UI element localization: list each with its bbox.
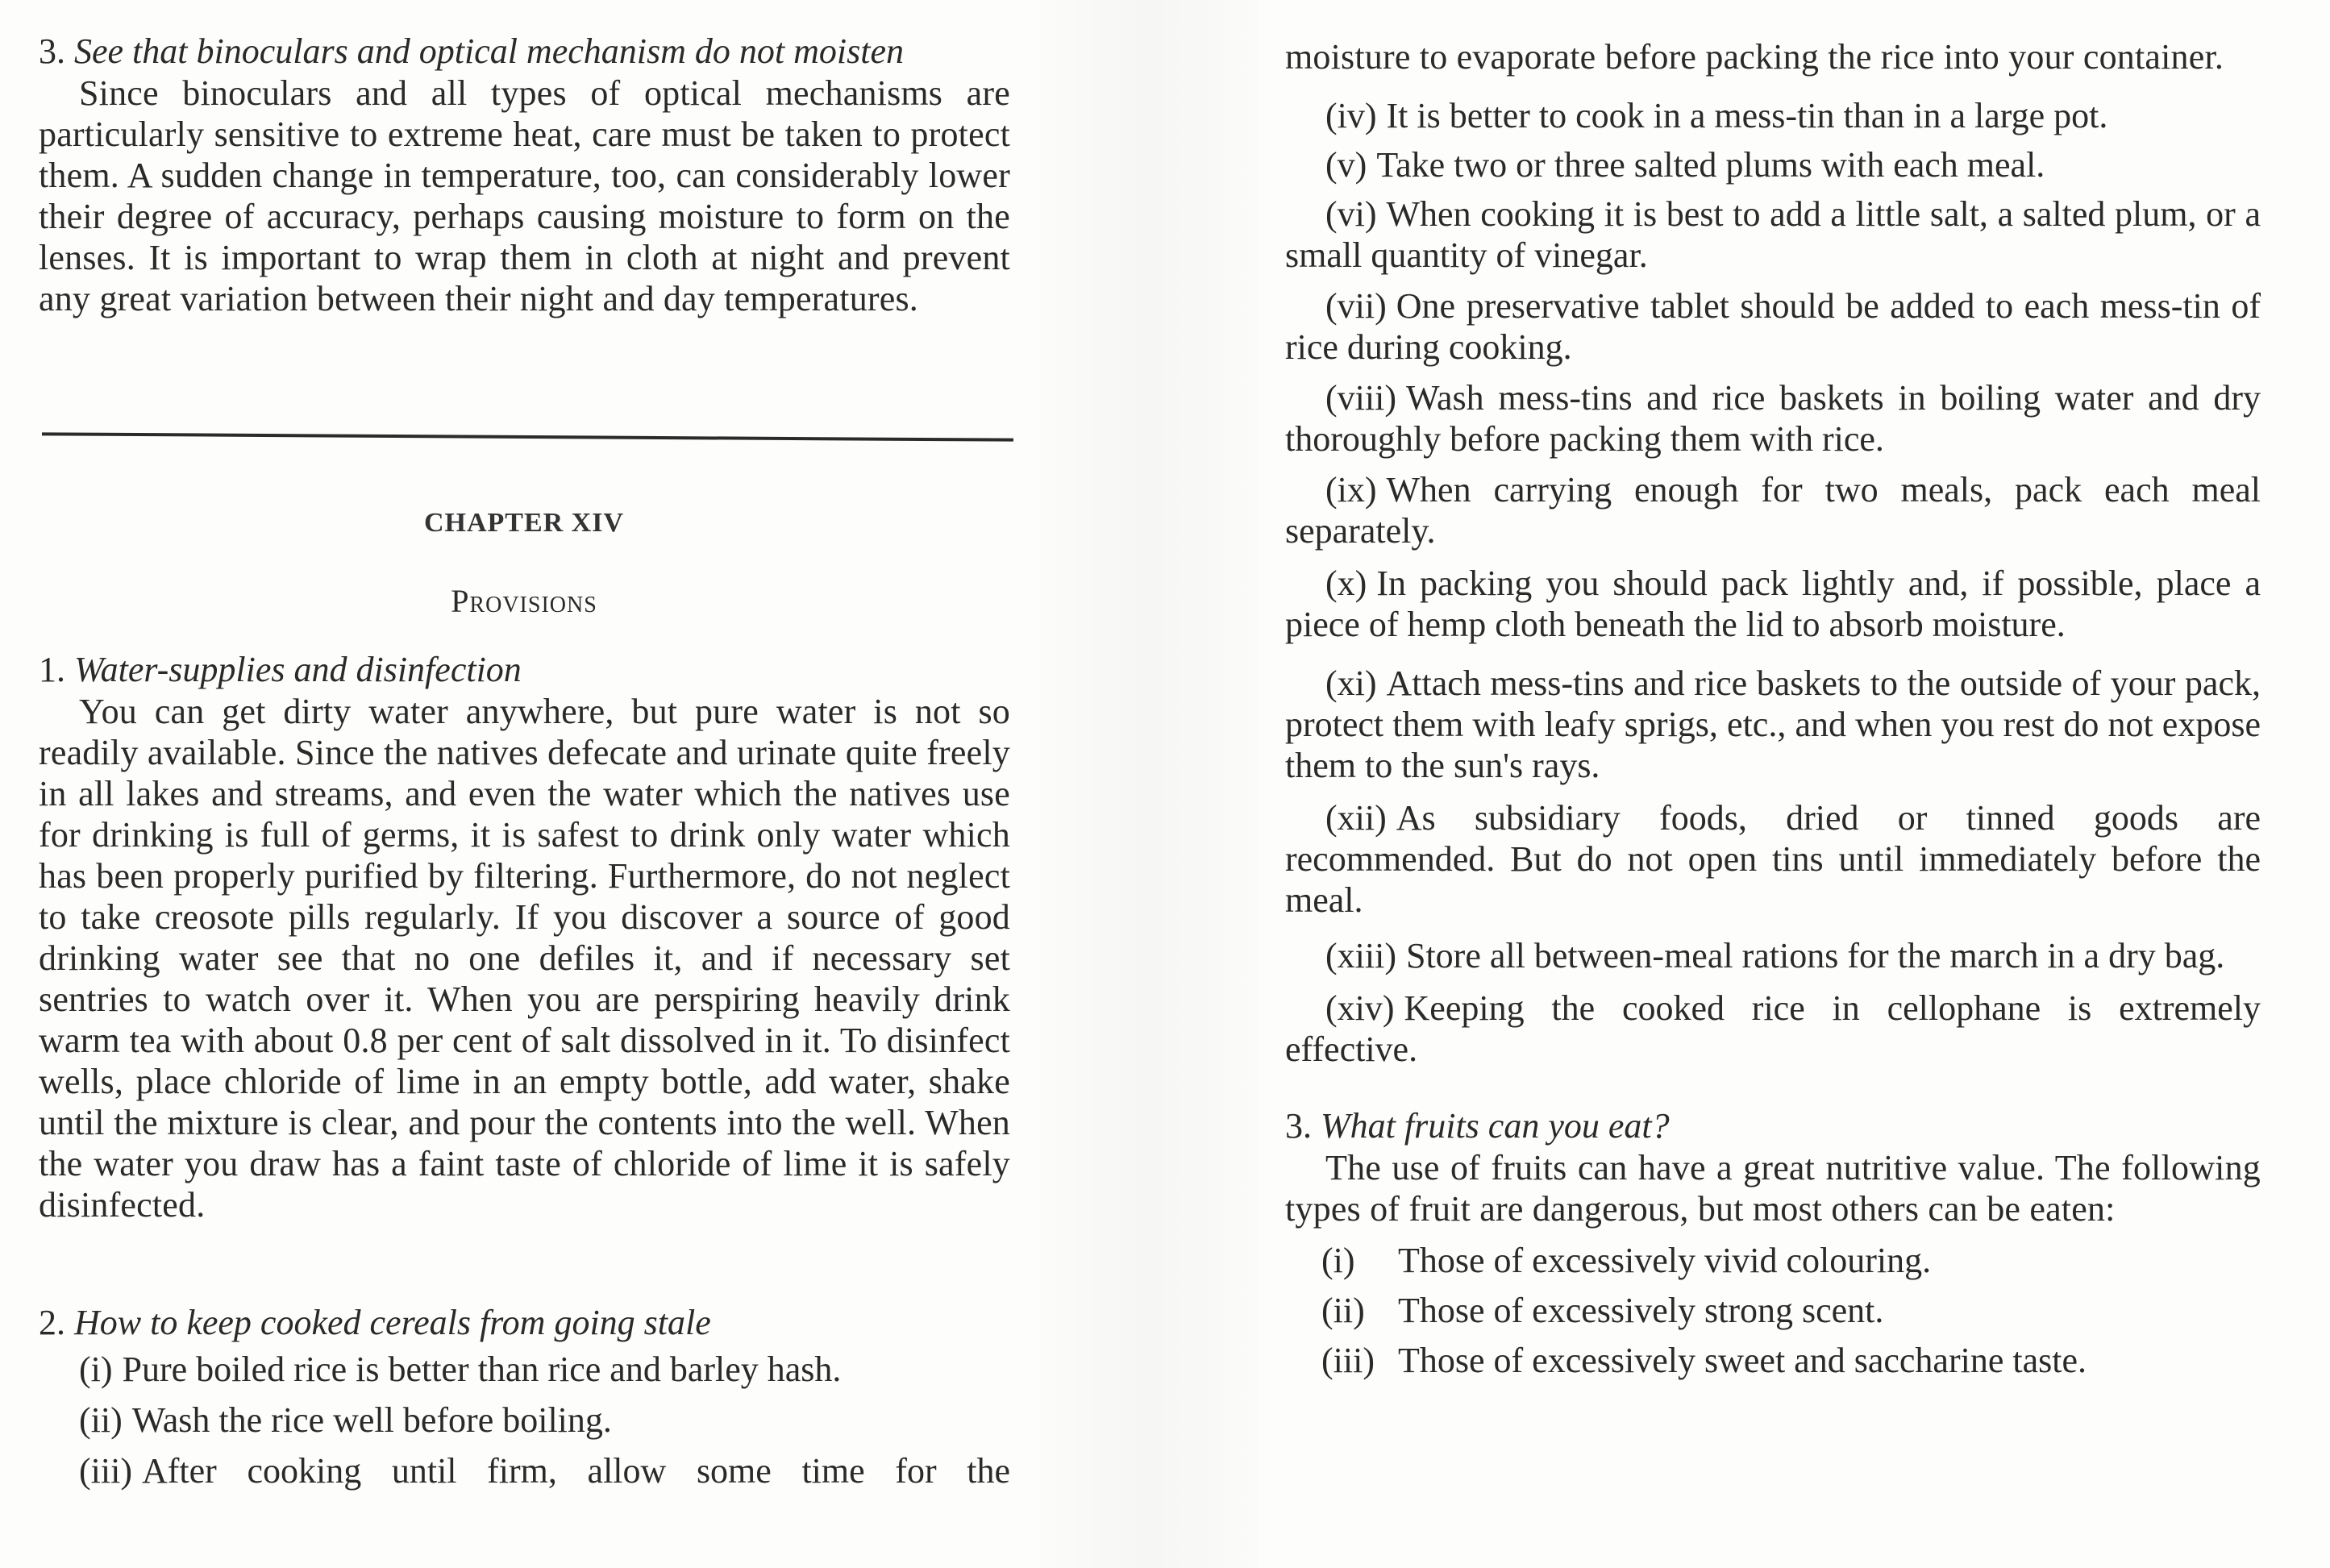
section-body: You can get dirty water anywhere, but pure water is not so readily available. Since the natives defecate and urinate quite freely in all lakes and streams, and even the water which the natives use for drinking is full of germs, it is safest to drink only water which has been properly purified by filtering. Furthermore, do not neglect to take creosote pills regularly. If you discover a source of good drinking water see that no one defiles it, and if necessary set sentries to watch over it. When you are perspiring heavily drink warm tea with about 0.8 per cent of salt dissolved in it. To disinfect wells, place chloride of lime in an empty bottle, add water, shake until the mixture is clear, and pour the contents into the well. When the water you draw has a faint taste of chloride of lime it is safely disinfected. [39, 692, 1010, 1225]
item-text: When carrying enough for two meals, pack each meal separately. [1285, 470, 2261, 551]
item-text: Wash the rice well before boiling. [131, 1400, 612, 1440]
horizontal-rule [42, 432, 1013, 441]
section-title: What fruits can you eat? [1321, 1106, 1670, 1146]
list-item [1285, 563, 2261, 645]
list-item [39, 1400, 1010, 1441]
item-text: Those of excessively sweet and saccharine taste. [1398, 1341, 2087, 1380]
list-item [39, 1450, 1010, 1491]
item-text: Pure boiled rice is better than rice and barley hash. [122, 1350, 842, 1389]
item-text: When cooking it is best to add a little salt, a salted plum, or a small quantity of vinegar. [1285, 194, 2261, 275]
item-label: (ii) [1321, 1291, 1365, 1330]
item-label: (i) [79, 1350, 113, 1389]
list-item [39, 1349, 1010, 1390]
section-number: 2. [39, 1303, 65, 1342]
section-number: 3. [1285, 1106, 1312, 1146]
list-item [1285, 144, 2261, 185]
list-item [1285, 377, 2261, 460]
item-label: (iv) [1325, 96, 1377, 135]
section-title: How to keep cooked cereals from going stale [74, 1303, 711, 1342]
item-label: (vii) [1325, 286, 1387, 326]
section-body: Since binoculars and all types of optical mechanisms are particularly sensitive to extreme heat, care must be taken to protect them. A sudden change in temperature, too, can considerably lower their degree of accuracy, perhaps causing moisture to form on the lenses. It is important to wrap them in cloth at night and prevent any great variation between their night and day temperatures. [39, 73, 1010, 318]
list-item [1285, 1286, 2261, 1336]
list-item [1285, 1336, 2261, 1386]
section-title: See that binoculars and optical mechanism do not moisten [74, 31, 904, 71]
item-text: After cooking until firm, allow some time for the [141, 1451, 1010, 1491]
item-label: (xiii) [1325, 936, 1396, 975]
item-text: It is better to cook in a mess-tin than in a large pot. [1386, 96, 2108, 135]
list-item [1285, 285, 2261, 368]
section-heading-binoculars [39, 31, 1010, 73]
item-text: Take two or three salted plums with each meal. [1376, 145, 2045, 185]
item-text: One preservative tablet should be added to each mess-tin of rice during cooking. [1285, 286, 2261, 367]
section-title: Water-supplies and disinfection [74, 650, 522, 689]
item-text: Keeping the cooked rice in cellophane is extremely effective. [1285, 988, 2261, 1069]
section-water [39, 649, 1010, 1225]
list-item [1285, 95, 2261, 136]
section-cereals [39, 1302, 1010, 1491]
item-text: Store all between-meal rations for the march in a dry bag. [1405, 936, 2225, 975]
chapter-label: CHAPTER XIV [423, 508, 625, 538]
continuation-text: moisture to evaporate before packing the rice into your container. [1285, 37, 2224, 77]
item-label: (ii) [79, 1400, 123, 1440]
item-label: (xiv) [1325, 988, 1395, 1028]
section-number: 3. [39, 31, 65, 71]
section-binoculars [39, 31, 1010, 319]
item-text: Those of excessively vivid colouring. [1398, 1241, 1932, 1280]
left-page [0, 0, 1040, 1568]
item-label: (viii) [1325, 378, 1396, 418]
right-page [1258, 0, 2330, 1568]
item-label: (iii) [1321, 1341, 1375, 1380]
item-label: (xii) [1325, 798, 1387, 838]
section-heading-cereals [39, 1302, 1010, 1344]
item-label: (xi) [1325, 663, 1377, 703]
item-label: (i) [1321, 1241, 1355, 1280]
list-item [1285, 935, 2261, 976]
item-label: (v) [1325, 145, 1367, 185]
item-text: Those of excessively strong scent. [1398, 1291, 1884, 1330]
right-column [1285, 36, 2261, 1386]
section-body: The use of fruits can have a great nutritive value. The following types of fruit are dangerous, but most others can be eaten: [1285, 1148, 2261, 1229]
section-heading-water [39, 649, 1010, 691]
item-label: (x) [1325, 564, 1367, 603]
list-item [1285, 469, 2261, 551]
item-label: (vi) [1325, 194, 1377, 234]
item-text: Wash mess-tins and rice baskets in boiling water and dry thoroughly before packing them with rice. [1285, 378, 2261, 459]
list-item [1285, 988, 2261, 1070]
list-item [1285, 797, 2261, 921]
item-text: As subsidiary foods, dried or tinned goods are recommended. But do not open tins until immediately before the meal. [1285, 798, 2261, 920]
item-label: (ix) [1325, 470, 1377, 509]
item-text: Attach mess-tins and rice baskets to the outside of your pack, protect them with leafy sprigs, etc., and when you rest do not expose them to the sun's rays. [1285, 663, 2261, 785]
list-item [1285, 193, 2261, 276]
chapter-title: Provisions [451, 583, 597, 619]
page-gutter [1040, 0, 1258, 1568]
section-heading-fruits [1285, 1105, 2261, 1147]
list-item [1285, 663, 2261, 786]
item-label: (iii) [79, 1451, 132, 1491]
list-item [1285, 1236, 2261, 1286]
section-number: 1. [39, 650, 65, 689]
item-text: In packing you should pack lightly and, if possible, place a piece of hemp cloth beneath the lid to absorb moisture. [1285, 564, 2261, 644]
